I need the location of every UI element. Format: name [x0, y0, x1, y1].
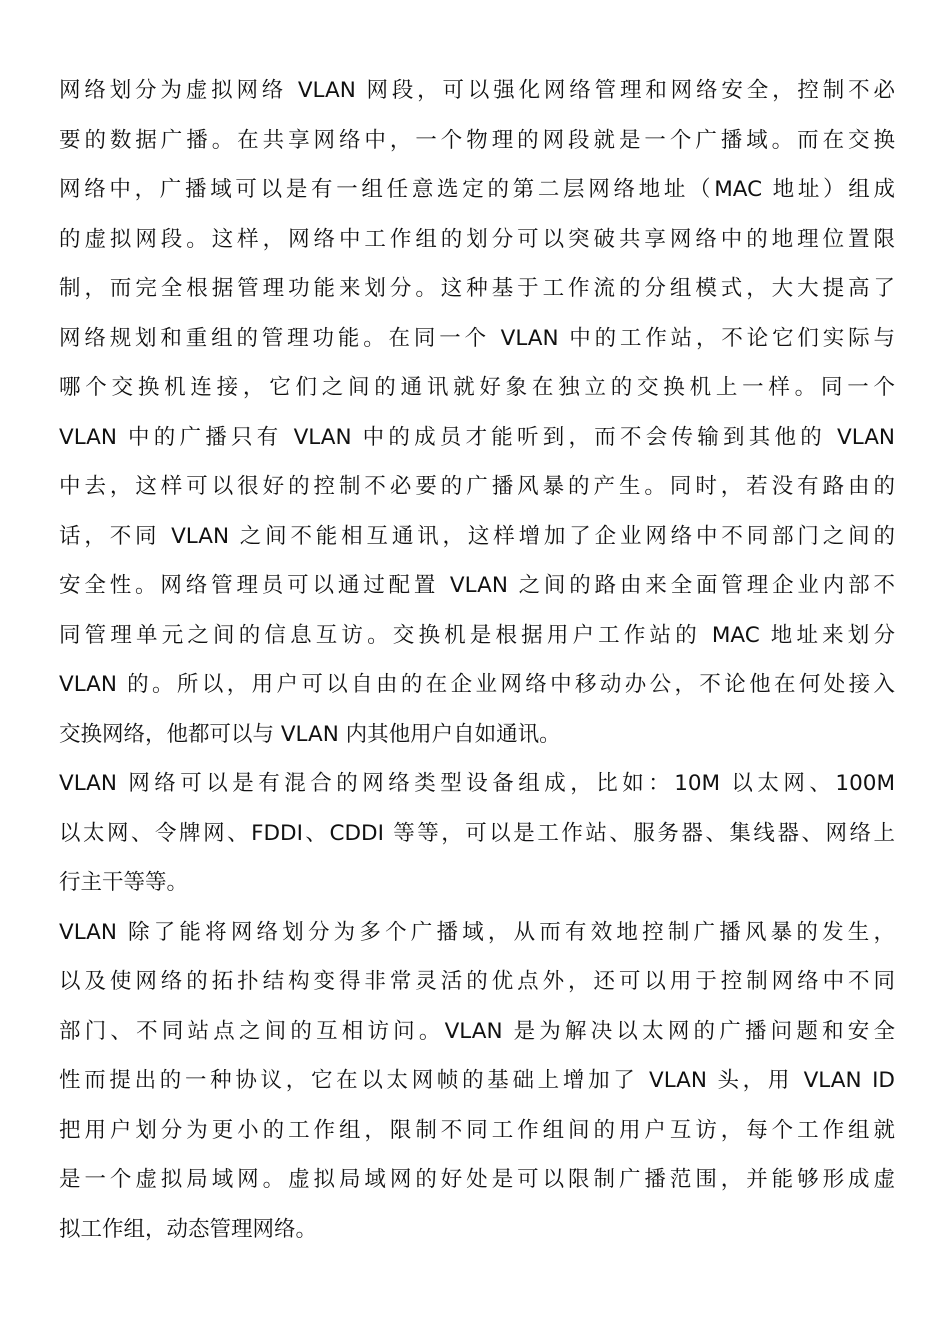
text-line: 部门、不同站点之间的互相访问。VLAN 是为解决以太网的广播问题和安全 [59, 1018, 895, 1044]
document-page [59, 66, 895, 1254]
text-line: 拟工作组，动态管理网络。 [59, 1216, 318, 1242]
text-line: VLAN 除了能将网络划分为多个广播域，从而有效地控制广播风暴的发生， [59, 919, 895, 945]
text-line: VLAN 中的广播只有 VLAN 中的成员才能听到，而不会传输到其他的 VLAN [59, 424, 895, 450]
text-line: 同管理单元之间的信息互访。交换机是根据用户工作站的 MAC 地址来划分 [59, 622, 895, 648]
text-line: 把用户划分为更小的工作组，限制不同工作组间的用户互访，每个工作组就 [59, 1117, 895, 1143]
text-line: 安全性。网络管理员可以通过配置 VLAN 之间的路由来全面管理企业内部不 [59, 573, 895, 598]
text-line: 制，而完全根据管理功能来划分。这种基于工作流的分组模式，大大提高了 [59, 276, 895, 301]
text-line: 性而提出的一种协议，它在以太网帧的基础上增加了 VLAN 头，用 VLAN ID [59, 1068, 895, 1093]
paragraph-vlan-benefits [59, 908, 895, 1255]
text-line: VLAN 网络可以是有混合的网络类型设备组成，比如：10M 以太网、100M [59, 771, 895, 796]
text-line: 的虚拟网段。这样，网络中工作组的划分可以突破共享网络中的地理位置限 [59, 226, 895, 252]
text-line: 中去，这样可以很好的控制不必要的广播风暴的产生。同时，若没有路由的 [59, 474, 895, 499]
paragraph-vlan-intro [59, 66, 895, 759]
text-line: 交换网络，他都可以与 VLAN 内其他用户自如通讯。 [59, 721, 561, 747]
text-line: 以及使网络的拓扑结构变得非常灵活的优点外，还可以用于控制网络中不同 [59, 969, 895, 994]
text-line: 网络规划和重组的管理功能。在同一个 VLAN 中的工作站，不论它们实际与 [59, 325, 895, 351]
text-line: VLAN 的。所以，用户可以自由的在企业网络中移动办公，不论他在何处接入 [59, 672, 895, 697]
text-line: 是一个虚拟局域网。虚拟局域网的好处是可以限制广播范围，并能够形成虚 [59, 1167, 895, 1192]
text-line: 行主干等等。 [59, 870, 189, 895]
text-line: 哪个交换机连接，它们之间的通讯就好象在独立的交换机上一样。同一个 [59, 375, 895, 400]
paragraph-vlan-devices [59, 759, 895, 908]
text-line: 话，不同 VLAN 之间不能相互通讯，这样增加了企业网络中不同部门之间的 [59, 523, 895, 549]
text-line: 网络划分为虚拟网络 VLAN 网段，可以强化网络管理和网络安全，控制不必 [59, 78, 895, 103]
text-line: 要的数据广播。在共享网络中，一个物理的网段就是一个广播域。而在交换 [59, 127, 895, 153]
text-line: 以太网、令牌网、FDDI、CDDI 等等，可以是工作站、服务器、集线器、网络上 [59, 820, 895, 846]
text-line: 网络中，广播域可以是有一组任意选定的第二层网络地址（MAC 地址）组成 [59, 177, 895, 202]
